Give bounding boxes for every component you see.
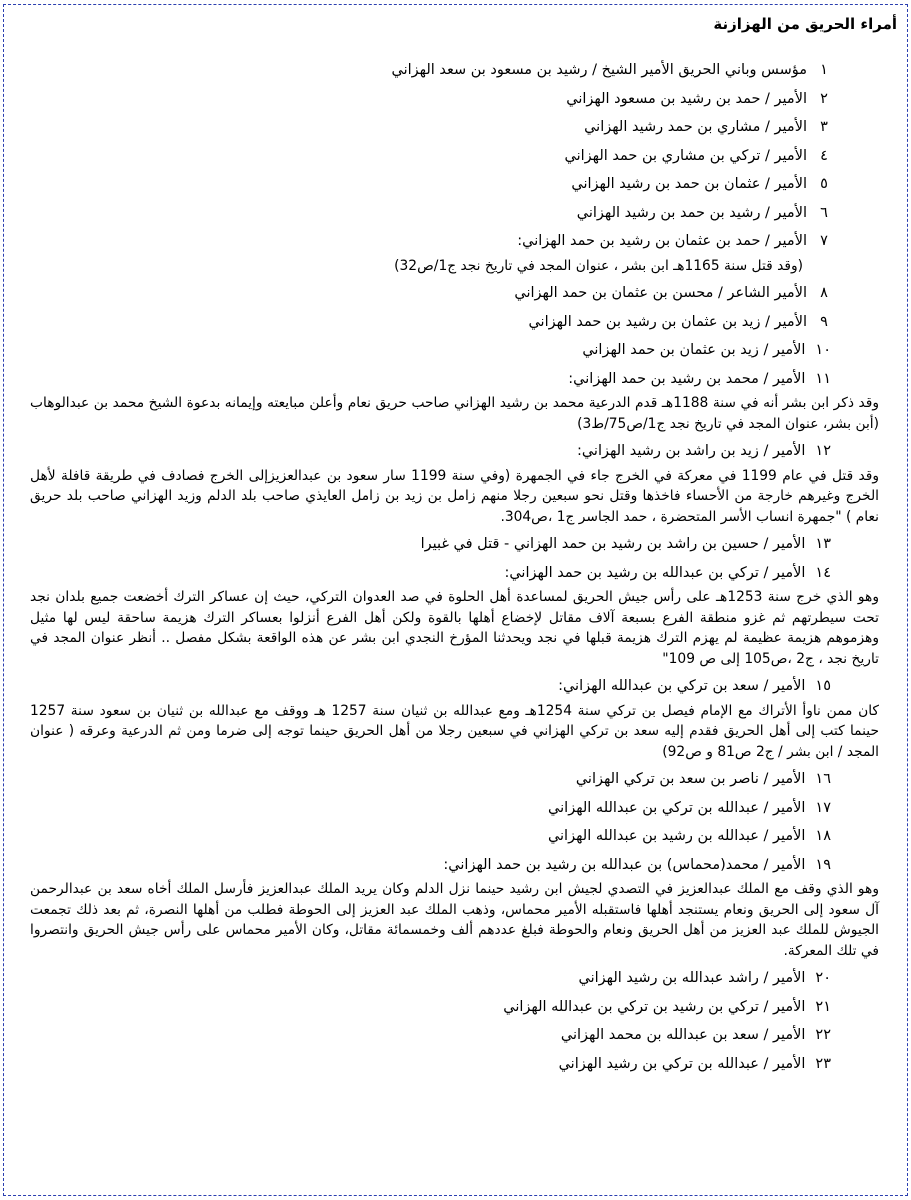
item-text: الأمير / تركي بن مشاري بن حمد الهزاني xyxy=(564,147,807,164)
item-text: الأمير / عبدالله بن تركي بن عبدالله الهزاني xyxy=(548,799,806,816)
item-text: الأمير / محمد(محماس) بن عبدالله بن رشيد بن حمد الهزاني: xyxy=(443,856,806,873)
list-item xyxy=(0,142,911,171)
item-text: الأمير / سعد بن تركي بن عبدالله الهزاني: xyxy=(558,678,806,694)
list-item xyxy=(0,672,911,762)
item-number: ١٨ xyxy=(815,828,831,844)
item-number: ١٤ xyxy=(815,564,831,581)
item-number: ٣ xyxy=(820,119,828,135)
item-text: الأمير / حمد بن عثمان بن رشيد بن حمد الهزاني: xyxy=(517,233,807,249)
item-text: مؤسس وباني الحريق الأمير الشيخ / رشيد بن مسعود بن سعد الهزاني xyxy=(391,62,807,78)
list-item xyxy=(0,964,911,993)
list-item xyxy=(0,437,911,527)
list-item xyxy=(0,1050,911,1079)
list-item xyxy=(0,279,911,308)
item-text: الأمير الشاعر / محسن بن عثمان بن حمد الهزاني xyxy=(514,285,807,301)
item-number: ٨ xyxy=(820,285,828,301)
item-number: ١٠ xyxy=(815,342,831,358)
list-item xyxy=(0,336,911,365)
item-text: الأمير / سعد بن عبدالله بن محمد الهزاني xyxy=(560,1027,806,1043)
item-text: الأمير / ناصر بن سعد بن تركي الهزاني xyxy=(575,771,806,787)
item-number: ١٣ xyxy=(815,536,831,552)
item-number: ١٩ xyxy=(815,856,831,873)
item-text: الأمير / عبدالله بن رشيد بن عبدالله الهزاني xyxy=(547,828,806,844)
item-number: ٢ xyxy=(820,90,828,107)
item-text: الأمير / محمد بن رشيد بن حمد الهزاني: xyxy=(568,370,806,387)
item-text: الأمير / راشد عبدالله بن رشيد الهزاني xyxy=(578,970,806,986)
item-number: ١٦ xyxy=(815,771,831,787)
item-number: ١ xyxy=(820,62,828,78)
item-note: كان ممن ناوأ الأتراك مع الإمام فيصل بن تركي سنة 1254هـ ومع عبدالله بن ثنيان سنة 1257 هـ ووقف مع عبدالله بن ثنيان بن سعود سنة 1257 حينما كتب إلى أهل الحريق فقدم إليه سعد بن تركي الهزاني في سبعين رجلا من أهل الحريق حينما توجه إلى ضرما ومن ثم الدرعية وعرقه ( عنوان المجد / ابن بشر / ج2 ص81 و ص92) xyxy=(30,702,879,760)
item-note: وهو الذي وقف مع الملك عبدالعزيز في التصدي لجيش ابن رشيد حينما نزل الدلم وكان يريد الملك عبدالعزيز فأرسل الملك أخاه سعد بن عبدالرحمن آل سعود إلى الحريق ونعام يستنجد أهلها فاستقبله الأمير محماس، وذهب الملك عبد العزيز إلى الحوطة فطلب من أهلها النصرة، ثم بعد ذلك تجمعت الجيوش للملك عبد العزيز من أهل الحريق ونعام والحوطة فبلغ عددهم ألف وخمسمائة مقاتل، وكان الأمير محماس على رأس جيش الحريق وانتصروا في تلك المعركة. xyxy=(30,881,879,959)
item-number: ٥ xyxy=(820,176,828,192)
item-text: الأمير / حسين بن راشد بن رشيد بن حمد الهزاني - قتل في غبيرا xyxy=(420,536,806,552)
list-item xyxy=(0,1021,911,1050)
page-title: أمراء الحريق من الهزازنة xyxy=(713,15,897,33)
item-text: الأمير / عبدالله بن تركي بن رشيد الهزاني xyxy=(558,1055,806,1072)
item-text: الأمير / زيد بن عثمان بن رشيد بن حمد الهزاني xyxy=(528,313,807,330)
list-item xyxy=(0,56,911,85)
item-text: الأمير / تركي بن عبدالله بن رشيد بن حمد الهزاني: xyxy=(504,564,806,581)
list-item xyxy=(0,85,911,114)
item-number: ٦ xyxy=(820,204,828,221)
list-item xyxy=(0,559,911,670)
item-text: الأمير / عثمان بن حمد بن رشيد الهزاني xyxy=(571,176,807,192)
list-item xyxy=(0,308,911,337)
list-item xyxy=(0,993,911,1022)
item-number: ٢٢ xyxy=(815,1027,831,1043)
list-item xyxy=(0,765,911,794)
item-number: ٤ xyxy=(820,147,828,164)
item-number: ٩ xyxy=(820,313,828,330)
item-note: (وقد قتل سنة 1165هـ ابن بشر ، عنوان المجد في تاريخ نجد ج1/ص32) xyxy=(394,257,803,274)
item-text: الأمير / زيد بن راشد بن رشيد الهزاني: xyxy=(576,443,806,459)
item-number: ٢١ xyxy=(815,998,831,1015)
item-number: ١١ xyxy=(815,370,831,387)
list-item xyxy=(0,822,911,851)
item-note: وهو الذي خرج سنة 1253هـ على رأس جيش الحريق لمساعدة أهل الحلوة في صد العدوان التركي، حيث إن عساكر الترك أخضعت جميع بلدان نجد تحت سيطرتهم ثم غزو منطقة الفرع بسبعة آلاف مقاتل لإخضاع أهلها بالقوة ولكن أهل الفرع أنزلوا بعساكر الترك هزيمة ساحقة ليس لها مثيل وهزموهم هزيمة عظيمة لم يهزم الترك هزيمة قبلها في نجد ويحدثنا المؤرخ النجدي ابن بشر عن هذه الواقعة بشكل مفصل .. أنظر عنوان المجد في تاريخ نجد ، ج2 ،ص105 إلى ص 109" xyxy=(30,589,879,667)
list-item xyxy=(0,170,911,199)
item-number: ١٧ xyxy=(815,799,831,816)
item-text: الأمير / مشاري بن حمد رشيد الهزاني xyxy=(584,119,807,135)
item-number: ١٢ xyxy=(815,443,831,459)
item-text: الأمير / تركي بن رشيد بن تركي بن عبدالله الهزاني xyxy=(503,998,806,1015)
item-note: وقد قتل في عام 1199 في معركة في الخرج جاء في الجمهرة (وفي سنة 1199 سار سعود بن عبدالعزيزإلى الخرج فصادف في طريقة قافلة لأهل الخرج وغيرهم خارجة من الأحساء فاخذها وقتل نحو سبعين رجلا منهم زامل بن زيد بن زامل العايذي صاحب بلد الدلم وزيد الهزاني صاحب بلد حريق نعام ) "جمهرة انساب الأسر المتحضرة ، حمد الجاسر ج1 ،ص304. xyxy=(30,467,880,525)
list-item xyxy=(0,227,911,276)
list-item xyxy=(0,794,911,823)
item-number: ٢٣ xyxy=(815,1055,831,1072)
item-number: ٧ xyxy=(820,233,828,249)
list-item xyxy=(0,530,911,559)
list-item xyxy=(0,199,911,228)
item-number: ١٥ xyxy=(815,678,831,694)
emirs-list xyxy=(0,56,911,1078)
list-item xyxy=(0,113,911,142)
item-text: الأمير / حمد بن رشيد بن مسعود الهزاني xyxy=(566,90,807,107)
list-item xyxy=(0,365,911,435)
list-item xyxy=(0,851,911,962)
item-text: الأمير / رشيد بن حمد بن رشيد الهزاني xyxy=(576,204,807,221)
item-text: الأمير / زيد بن عثمان بن حمد الهزاني xyxy=(582,342,806,358)
item-note: وقد ذكر ابن بشر أنه في سنة 1188هـ قدم الدرعية محمد بن رشيد الهزاني صاحب حريق نعام وأعلن مبايعته وإيمانه بدعوة الشيخ محمد بن عبدالوهاب (أبن بشر، عنوان المجد في تاريخ نجد ج1/ص75/ط3) xyxy=(30,395,879,432)
item-number: ٢٠ xyxy=(815,970,831,986)
